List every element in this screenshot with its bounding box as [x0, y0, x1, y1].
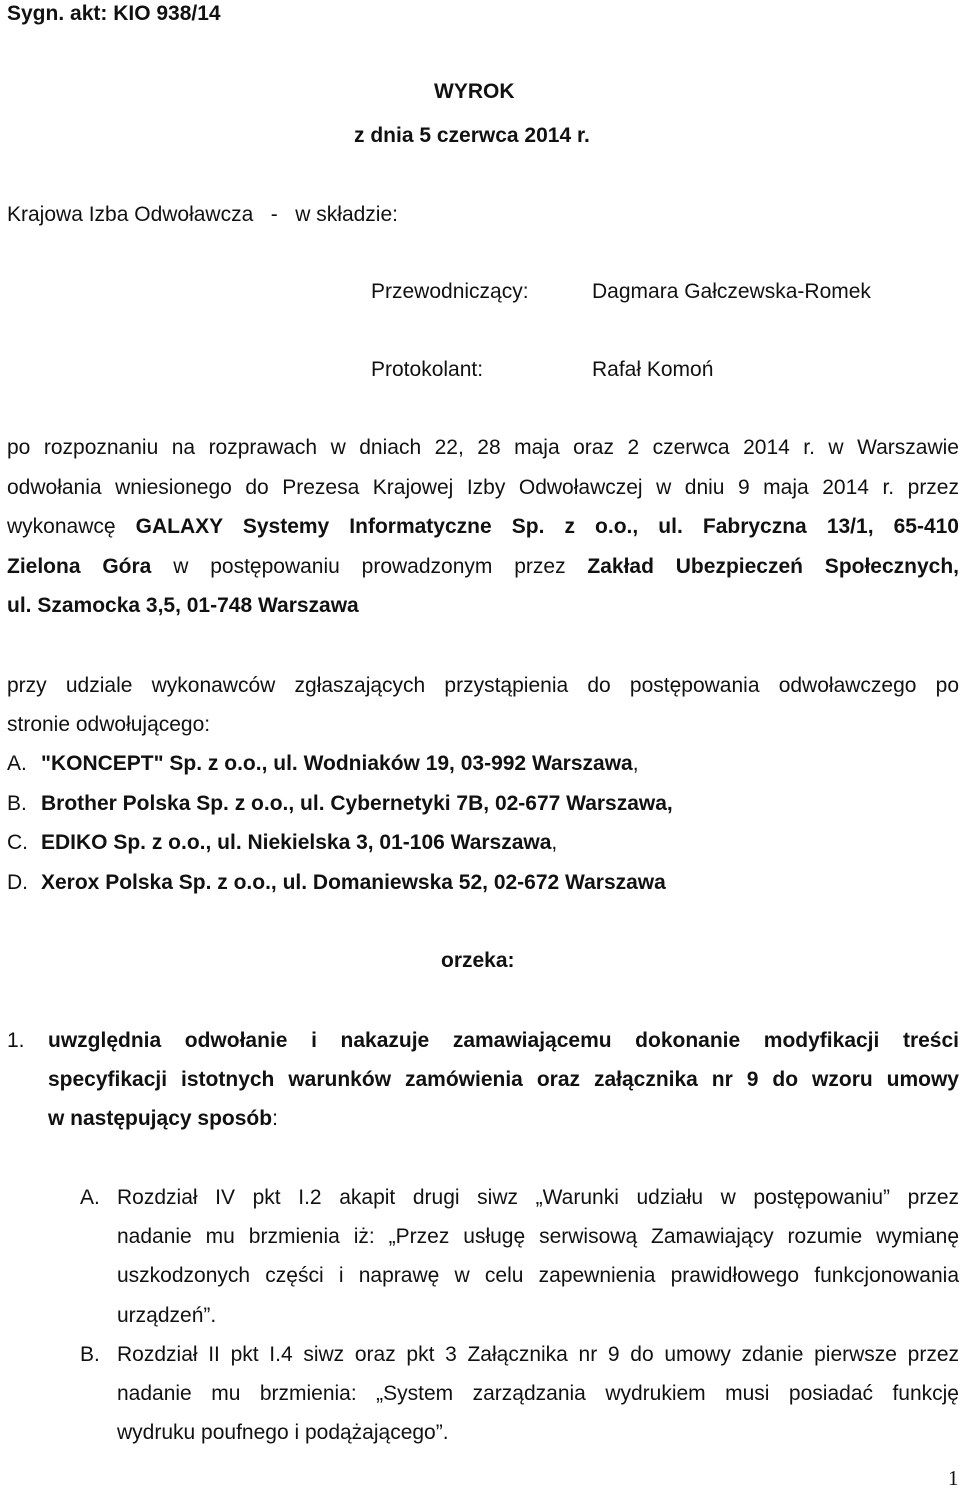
- modification-line: Rozdział II pkt I.4 siwz oraz pkt 3 Załącznika nr 9 do umowy zdanie pierwsze przez: [117, 1343, 959, 1366]
- appeal-line: po rozpoznaniu na rozprawach w dniach 22, 28 maja oraz 2 czerwca 2014 r. w Warszawie: [7, 436, 959, 459]
- appeal-connector: w postępowaniu prowadzonym przez: [151, 555, 588, 578]
- modification-line: uszkodzonych części i naprawę w celu zapewnienia prawidłowego funkcjonowania: [117, 1264, 959, 1287]
- participant-trail: ,: [551, 831, 558, 854]
- ruling-heading: orzeka:: [441, 949, 515, 972]
- appellant-prefix: wykonawcę: [7, 515, 136, 538]
- participant-trail: ,: [632, 752, 639, 775]
- chair-label: Przewodniczący:: [371, 280, 529, 303]
- appeal-line: [7, 515, 959, 539]
- ruling-point-line: [48, 1107, 278, 1131]
- modification-line: Rozdział IV pkt I.2 akapit drugi siwz „Warunki udziału w postępowaniu” przez: [117, 1186, 959, 1209]
- participants-line: przy udziale wykonawców zgłaszających przystąpienia do postępowania odwoławczego po: [7, 674, 959, 697]
- ruling-point-line: specyfikacji istotnych warunków zamówienia oraz załącznika nr 9 do wzoru umowy: [48, 1068, 959, 1091]
- participant-item: [7, 871, 666, 895]
- modification-marker: A.: [80, 1186, 100, 1209]
- appeal-line: odwołania wniesionego do Prezesa Krajowej Izby Odwoławczej w dniu 9 maja 2014 r. przez: [7, 476, 959, 499]
- participant-marker: C.: [7, 831, 28, 854]
- modification-line: nadanie mu brzmienia iż: „Przez usługę serwisową Zamawiający rozumie wymianę: [117, 1225, 959, 1248]
- participant-marker: D.: [7, 871, 28, 894]
- modification-line: nadanie mu brzmienia: „System zarządzania wydrukiem musi posiadać funkcję: [117, 1382, 959, 1405]
- clerk-label: Protokolant:: [371, 358, 484, 381]
- modification-line: wydruku poufnego i podążającego”.: [117, 1421, 449, 1444]
- contracting-authority: Zakład Ubezpieczeń Społecznych,: [587, 555, 960, 578]
- contracting-authority-address: ul. Szamocka 3,5, 01-748 Warszawa: [7, 594, 359, 617]
- document-date: z dnia 5 czerwca 2014 r.: [354, 124, 590, 147]
- participant-item: [7, 752, 639, 776]
- modification-marker: B.: [80, 1343, 100, 1366]
- participant-item: [7, 831, 557, 855]
- participant-text: EDIKO Sp. z o.o., ul. Niekielska 3, 01-106 Warszawa: [41, 831, 552, 854]
- participant-text: "KONCEPT" Sp. z o.o., ul. Wodniaków 19, 03-992 Warszawa: [41, 752, 633, 775]
- participant-marker: B.: [7, 792, 27, 815]
- case-reference: Sygn. akt: KIO 938/14: [7, 2, 221, 25]
- composition-intro: Krajowa Izba Odwoławcza - w składzie:: [7, 203, 398, 226]
- chair-name: Dagmara Gałczewska-Romek: [592, 280, 871, 303]
- ruling-point-text: w następujący sposób: [48, 1107, 273, 1130]
- participants-line: stronie odwołującego:: [7, 713, 211, 736]
- participant-text: Xerox Polska Sp. z o.o., ul. Domaniewska 52, 02-672 Warszawa: [41, 871, 666, 894]
- appeal-line: [7, 555, 959, 579]
- participant-text: Brother Polska Sp. z o.o., ul. Cybernetyki 7B, 02-677 Warszawa,: [41, 792, 673, 815]
- document-title: WYROK: [434, 80, 515, 103]
- ruling-point-line: uwzględnia odwołanie i nakazuje zamawiającemu dokonanie modyfikacji treści: [48, 1029, 959, 1052]
- appellant-name: GALAXY Systemy Informatyczne Sp. z o.o., ul. Fabryczna 13/1, 65-410: [135, 515, 959, 538]
- page-number: 1: [948, 1466, 959, 1490]
- appellant-city: Zielona Góra: [7, 555, 152, 578]
- modification-line: urządzeń”.: [117, 1304, 217, 1327]
- clerk-name: Rafał Komoń: [592, 358, 714, 381]
- ruling-point-number: 1.: [7, 1029, 25, 1052]
- participant-item: [7, 792, 673, 816]
- participant-marker: A.: [7, 752, 27, 775]
- ruling-point-colon: :: [272, 1107, 278, 1130]
